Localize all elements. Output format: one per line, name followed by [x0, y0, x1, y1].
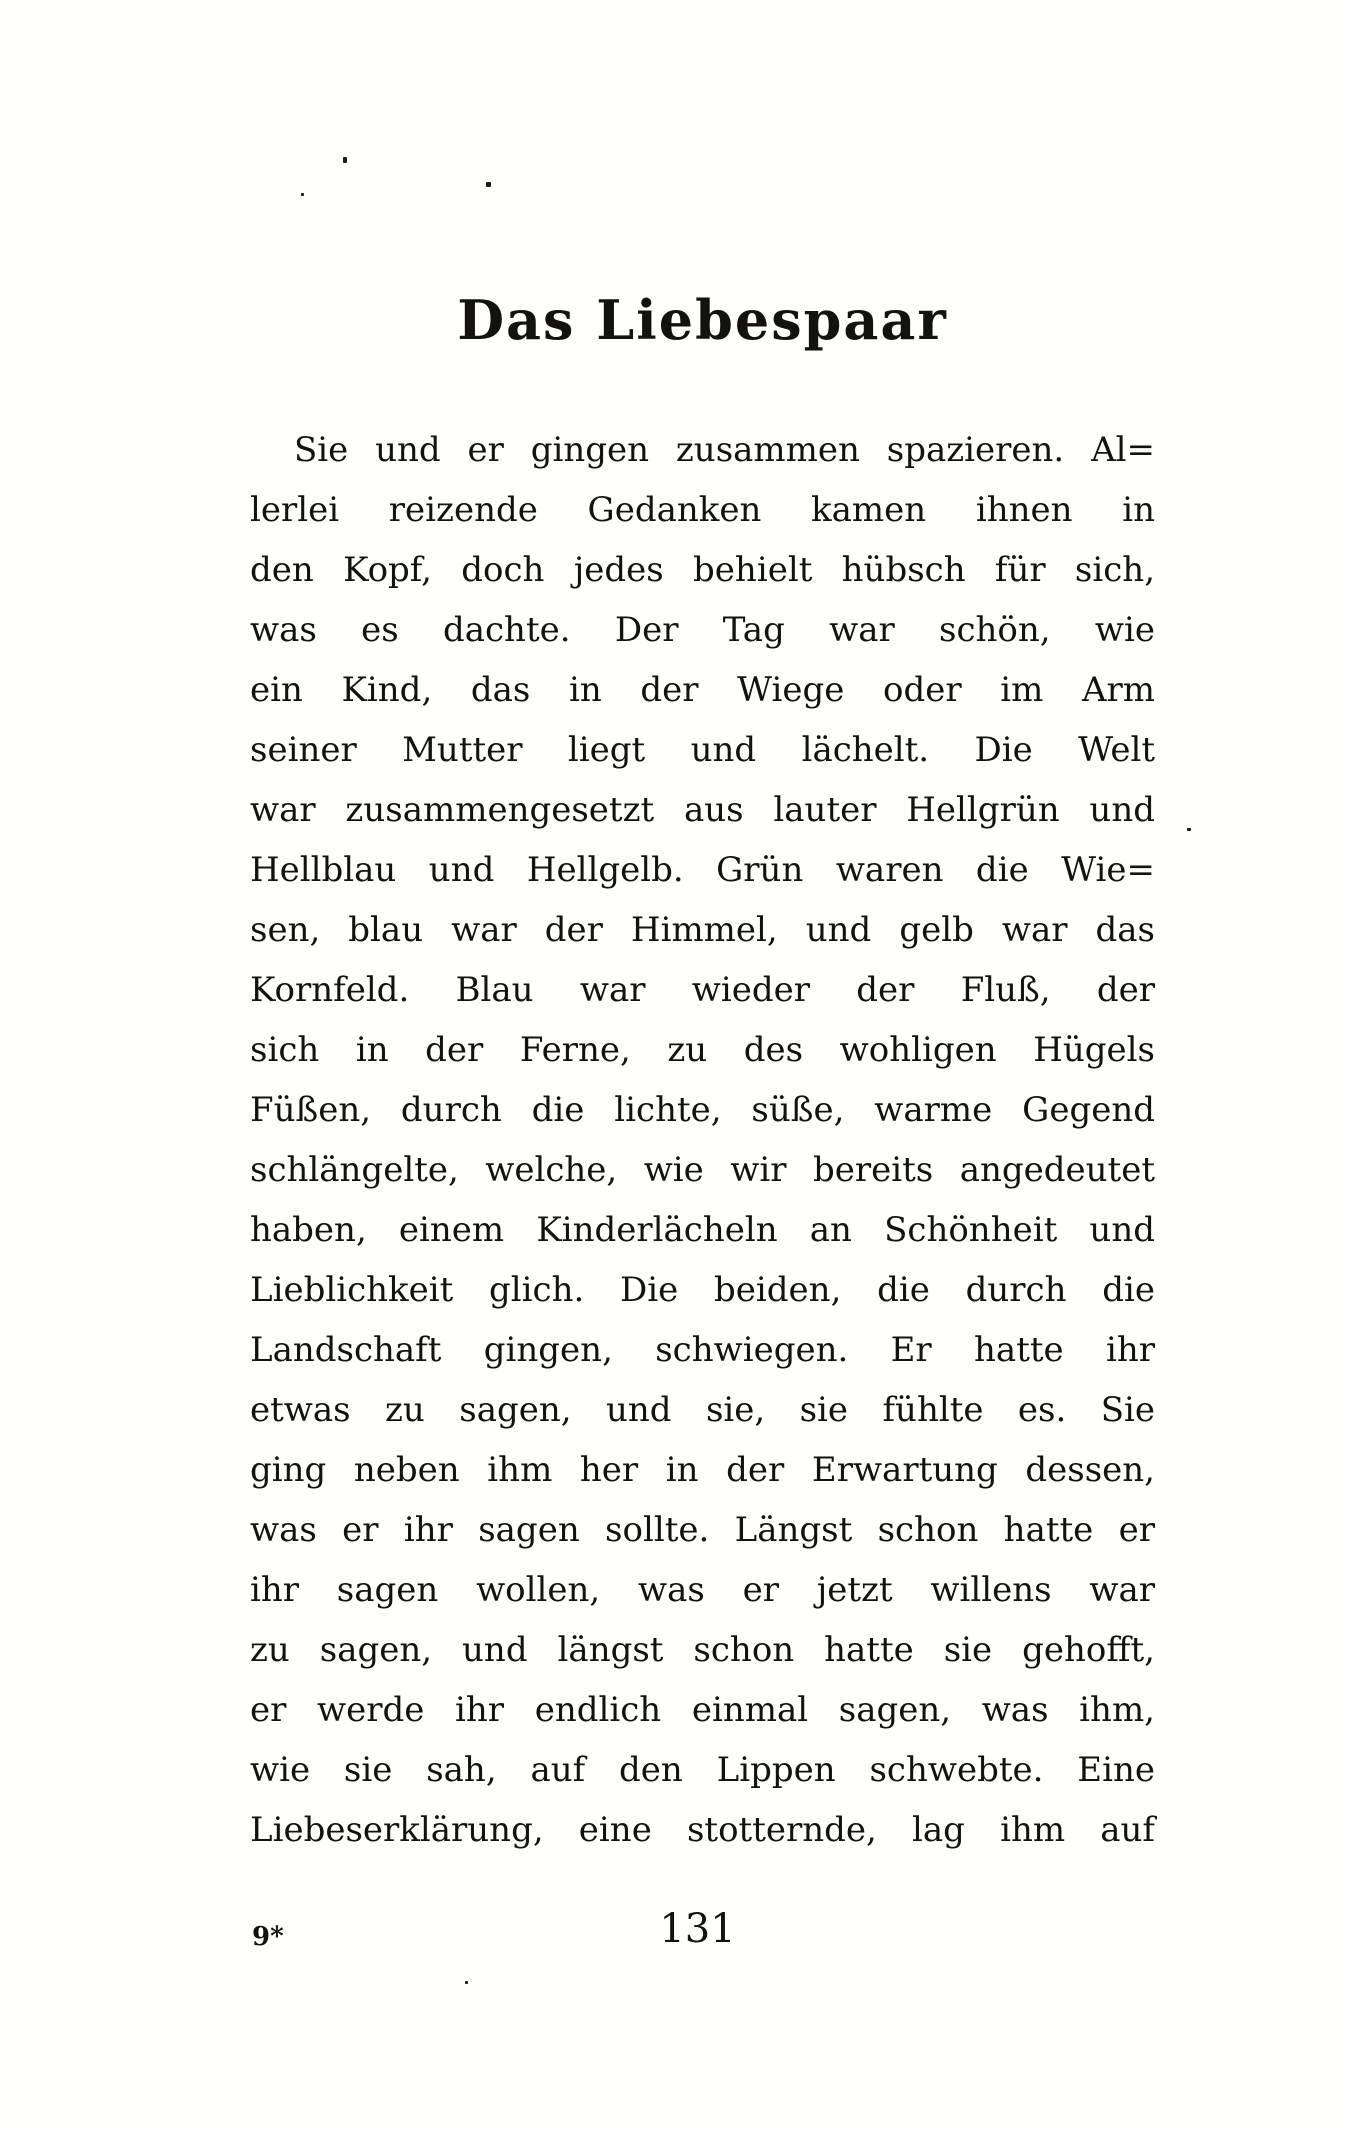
scan-speck — [465, 1981, 468, 1984]
body-line: was er ihr sagen sollte. Längst schon hatte er — [250, 1510, 1155, 1550]
scan-speck — [1187, 828, 1191, 831]
page-number: 131 — [659, 1906, 736, 1952]
body-line: ein Kind, das in der Wiege oder im Arm — [250, 670, 1155, 710]
body-text — [250, 420, 1155, 1860]
body-line: haben, einem Kinderlächeln an Schönheit und — [250, 1210, 1155, 1250]
body-line: seiner Mutter liegt und lächelt. Die Welt — [250, 730, 1155, 770]
body-line: sich in der Ferne, zu des wohligen Hügels — [250, 1030, 1155, 1070]
body-line: ging neben ihm her in der Erwartung dessen, — [250, 1450, 1155, 1490]
body-line: zu sagen, und längst schon hatte sie gehofft, — [250, 1630, 1155, 1670]
body-line: Liebeserklärung, eine stotternde, lag ihm auf — [250, 1810, 1155, 1850]
signature-mark: 9* — [252, 1922, 284, 1952]
body-line: ihr sagen wollen, was er jetzt willens war — [250, 1570, 1155, 1610]
body-line: Füßen, durch die lichte, süße, warme Gegend — [250, 1090, 1155, 1130]
body-line: was es dachte. Der Tag war schön, wie — [250, 610, 1155, 650]
body-line: sen, blau war der Himmel, und gelb war das — [250, 910, 1155, 950]
body-line: er werde ihr endlich einmal sagen, was ihm, — [250, 1690, 1155, 1730]
scan-speck — [301, 193, 304, 196]
body-line: Kornfeld. Blau war wieder der Fluß, der — [250, 970, 1155, 1010]
scan-speck — [486, 182, 491, 187]
body-line: war zusammengesetzt aus lauter Hellgrün und — [250, 790, 1155, 830]
body-line: Hellblau und Hellgelb. Grün waren die Wie= — [250, 850, 1155, 890]
body-line: lerlei reizende Gedanken kamen ihnen in — [250, 490, 1155, 530]
scan-speck — [343, 157, 347, 163]
body-line: wie sie sah, auf den Lippen schwebte. Eine — [250, 1750, 1155, 1790]
body-line: Sie und er gingen zusammen spazieren. Al= — [294, 430, 1155, 470]
body-line: schlängelte, welche, wie wir bereits angedeutet — [250, 1150, 1155, 1190]
body-line: den Kopf, doch jedes behielt hübsch für sich, — [250, 550, 1155, 590]
body-line: Lieblichkeit glich. Die beiden, die durch die — [250, 1270, 1155, 1310]
page-title: Das Liebespaar — [457, 288, 948, 352]
body-line: etwas zu sagen, und sie, sie fühlte es. Sie — [250, 1390, 1155, 1430]
body-line: Landschaft gingen, schwiegen. Er hatte ihr — [250, 1330, 1155, 1370]
